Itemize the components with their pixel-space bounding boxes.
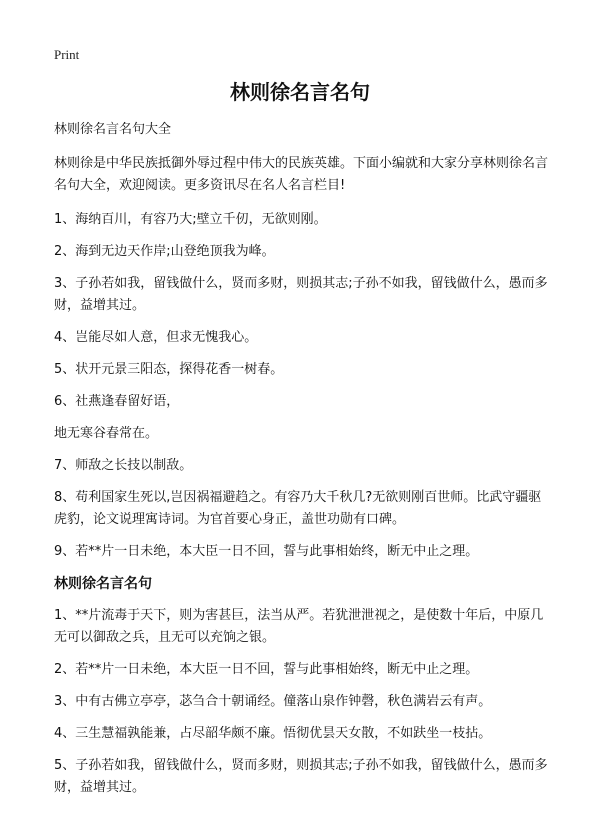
quote-item: 7、师敌之长技以制敌。: [54, 458, 193, 473]
section-heading: 林则徐名言名句: [54, 576, 152, 592]
quote-item: 地无寒谷春常在。: [54, 426, 159, 441]
quote-item: 5、子孙若如我，留钱做什么，贤而多财，则损其志;子孙不如我，留钱做什么，愚而多财，益增其过。: [54, 758, 548, 795]
intro-paragraph: 林则徐是中华民族抵御外辱过程中伟大的民族英雄。下面小编就和大家分享林则徐名言名句大全，欢迎阅读。更多资讯尽在名人名言栏目!: [54, 156, 549, 193]
quote-item: 9、若**片一日未绝，本大臣一日不回，誓与此事相始终，断无中止之理。: [54, 544, 479, 559]
quote-item: 4、三生慧福孰能兼，占尽韶华颇不廉。悟彻优昙天女散，不如趺坐一枝拈。: [54, 726, 492, 741]
print-link[interactable]: Print: [54, 47, 80, 62]
quote-item: 2、若**片一日未绝，本大臣一日不回，誓与此事相始终，断无中止之理。: [54, 662, 479, 677]
quote-item: 1、海纳百川，有容乃大;壁立千仞，无欲则刚。: [54, 212, 327, 227]
article-body: [54, 119, 554, 799]
quote-item: 4、岂能尽如人意，但求无愧我心。: [54, 330, 258, 345]
quote-item: 1、**片流毒于天下，则为害甚巨，法当从严。若犹泄泄视之，是使数十年后，中原几无可以御敌之兵，且无可以充饷之银。: [54, 608, 544, 645]
quote-item: 8、苟利国家生死以,岂因祸福避趋之。有容乃大千秋几?无欲则刚百世师。比武守疆驱虎豹，论文说理寓诗词。为官首要心身正，盖世功勋有口碑。: [54, 490, 542, 527]
page-title: 林则徐名言名句: [230, 80, 370, 104]
quote-item: 6、社燕逢春留好语，: [54, 394, 180, 409]
quote-item: 2、海到无边天作岸;山登绝顶我为峰。: [54, 244, 275, 259]
intro-heading: 林则徐名言名句大全: [54, 122, 172, 137]
quote-item: 3、中有古佛立亭亭，苾刍合十朝诵经。僮落山泉作钟磬，秋色满岩云有声。: [54, 694, 492, 709]
quote-item: 3、子孙若如我，留钱做什么，贤而多财，则损其志;子孙不如我，留钱做什么，愚而多财，益增其过。: [54, 276, 548, 313]
quote-item: 5、状开元景三阳态，探得花香一树春。: [54, 362, 284, 377]
